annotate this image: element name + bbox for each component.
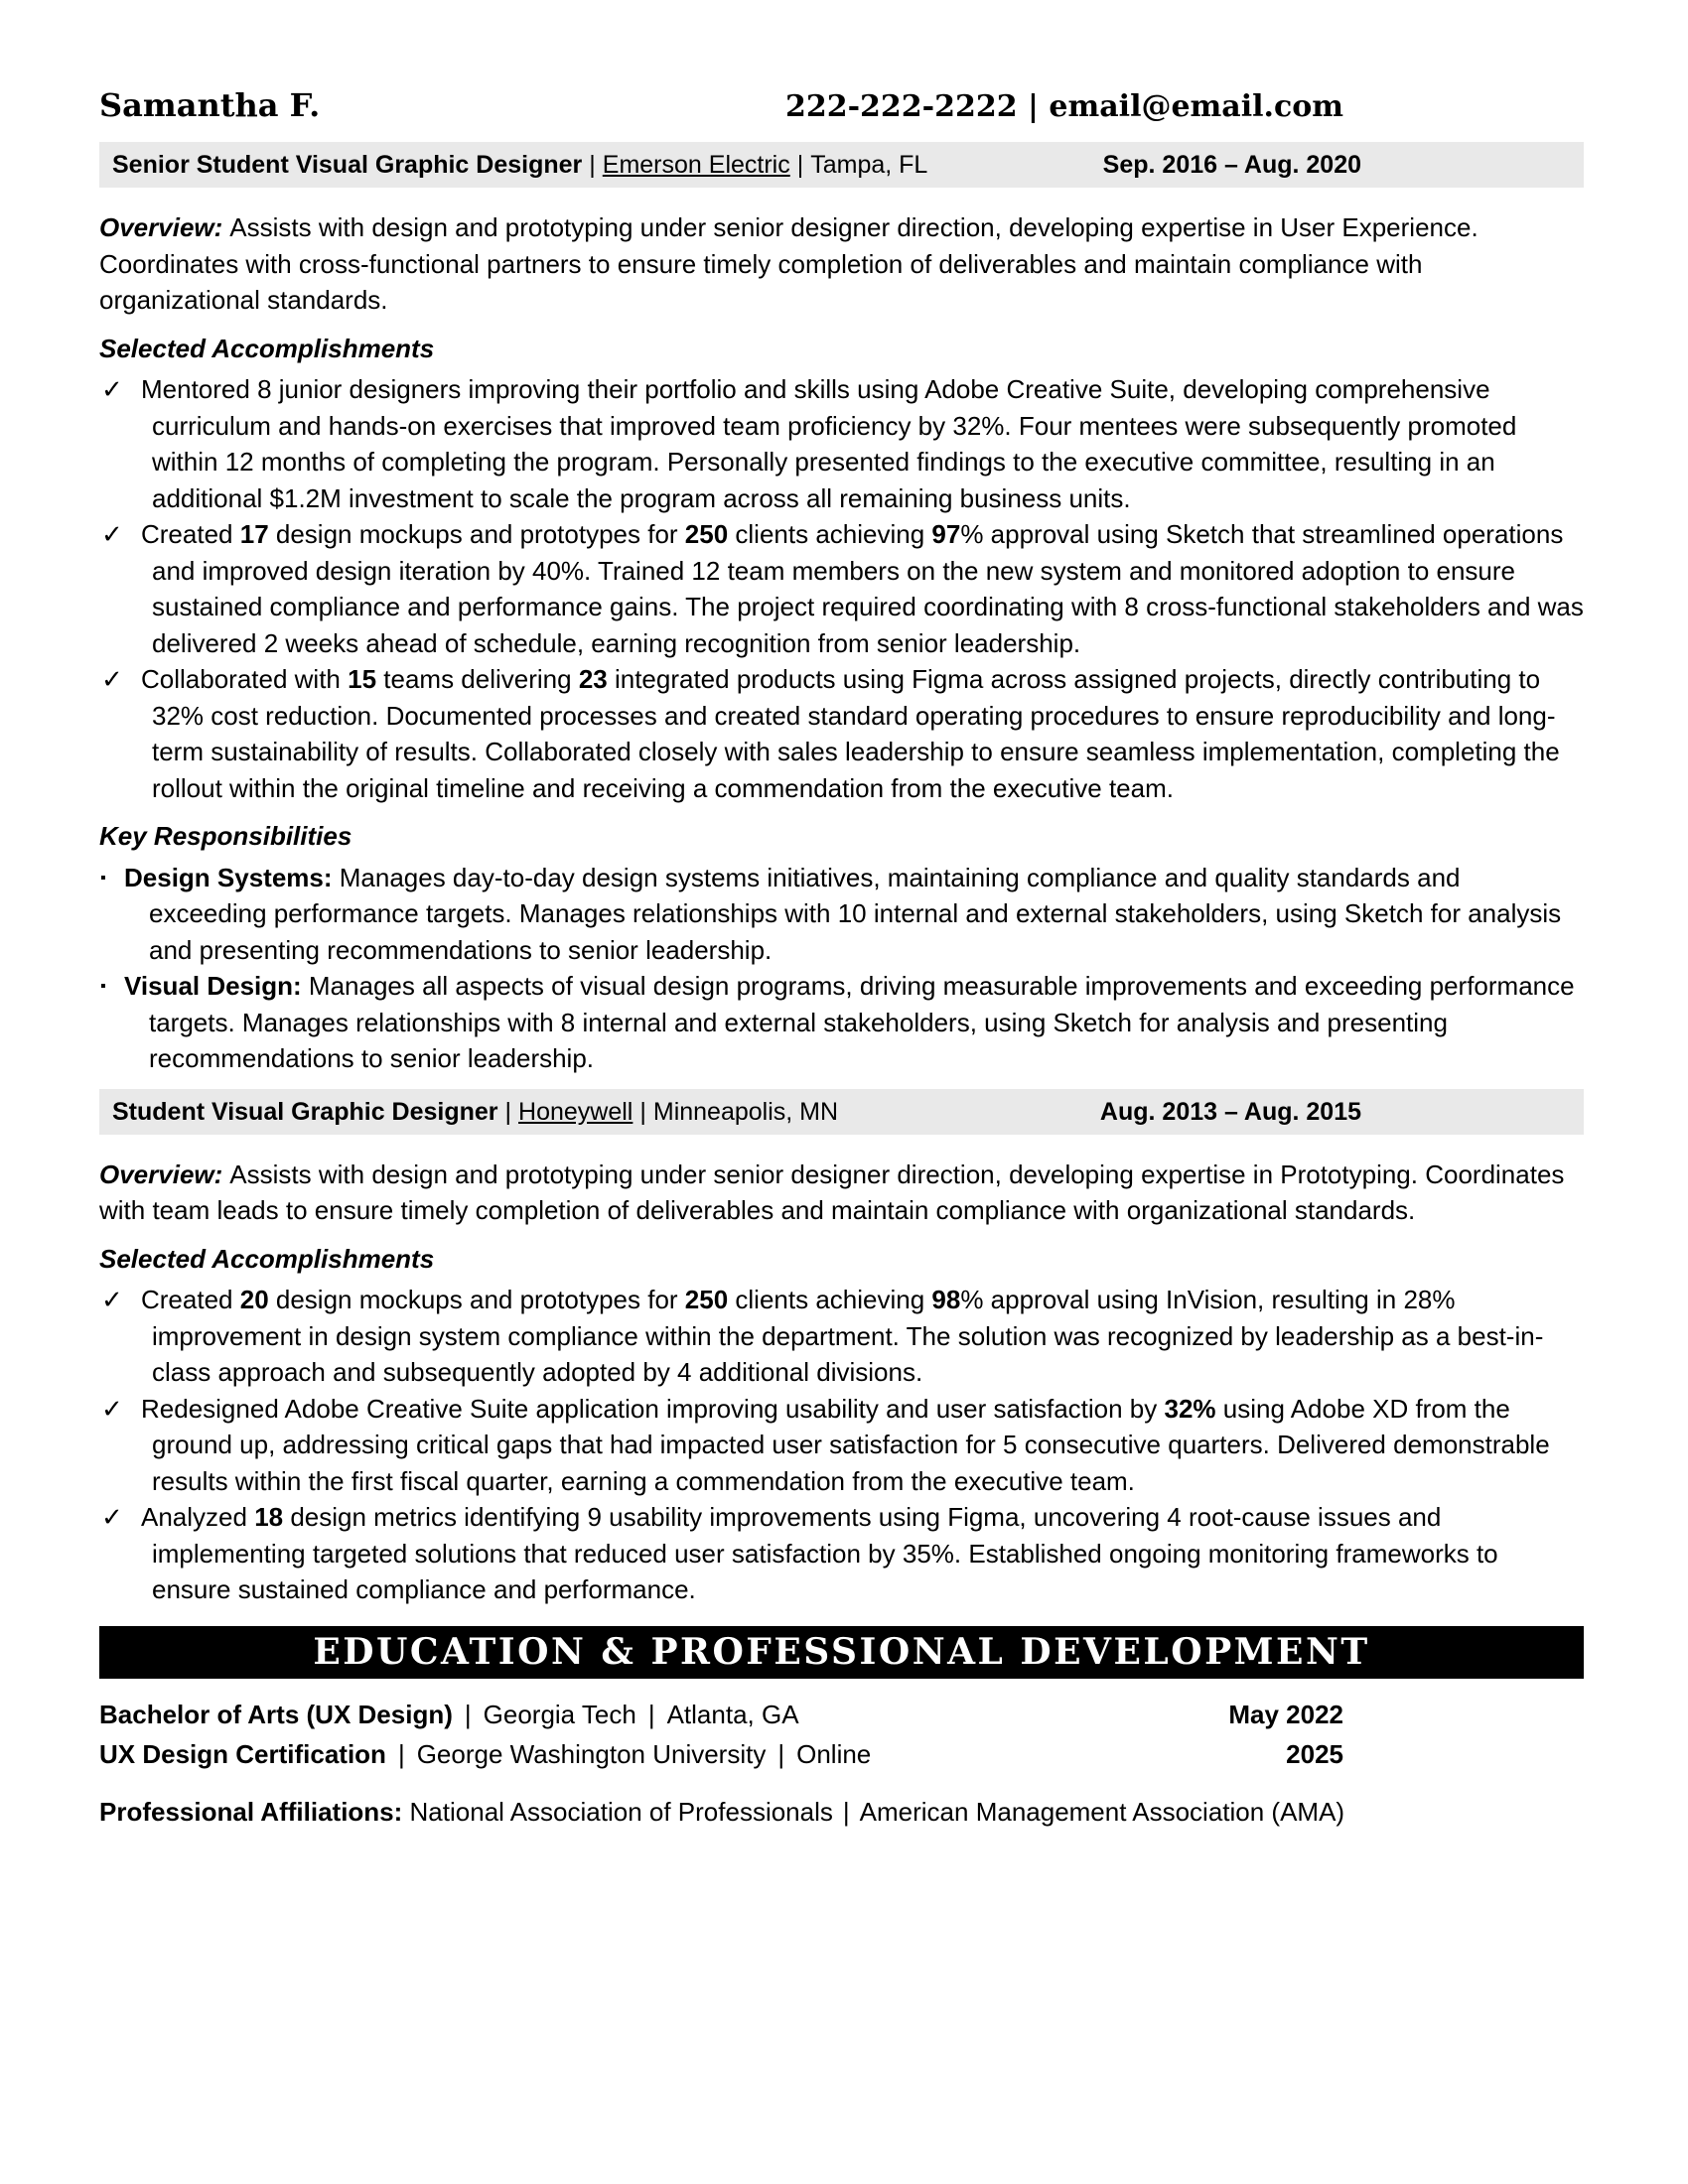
education-row-details xyxy=(99,1695,799,1734)
candidate-name: Samantha F. xyxy=(99,86,321,124)
overview-label: Overview: xyxy=(99,1159,223,1189)
job-title-line xyxy=(112,142,927,188)
accomplishment-text: Created 17 design mockups and prototypes for 250 clients achieving 97% approval using Sketch that streamlined operations and improved design iteration by 40%. Trained 12 team members on the new system and monitored adoption to ensure sustained compliance and performance gains. The project required coordinating with 8 cross-functional stakeholders and was delivered 2 weeks ahead of schedule, earning recognition from senior leadership. xyxy=(141,519,1584,658)
contact-info: 222-222-2222 | email@email.com xyxy=(784,89,1343,124)
overview-text: Assists with design and prototyping under senior designer direction, developing expertise in User Experience. Coordinates with cross-functional partners to ensure timely completion of deliverables and maintain compliance with organizational standards. xyxy=(99,212,1478,315)
responsibility-item xyxy=(99,968,1584,1077)
accomplishment-text: Created 20 design mockups and prototypes for 250 clients achieving 98% approval using InVision, resulting in 28% improvement in design system compliance within the department. The solution was recognized by leadership as a best-in-class approach and subsequently adopted by 4 additional divisions. xyxy=(141,1285,1544,1387)
overview-text: Assists with design and prototyping under senior designer direction, developing expertise in Prototyping. Coordinates with team leads to ensure timely completion of deliverables and maintain compliance with organizational standards. xyxy=(99,1159,1565,1225)
pipe-separator: | xyxy=(796,151,804,179)
affiliation: American Management Association (AMA) xyxy=(859,1796,1345,1827)
affiliation: National Association of Professionals xyxy=(409,1796,833,1827)
education-rows xyxy=(99,1695,1584,1774)
pipe-separator: | xyxy=(777,1738,785,1769)
job-section-2 xyxy=(99,1089,1584,1608)
accomplishment-text: Redesigned Adobe Creative Suite application improving usability and user satisfaction by 32% using Adobe XD from the ground up, addressing critical gaps that had impacted user satisfaction for 5 consecutive quarters. Delivered demonstrable results within the first fiscal quarter, earning a commendation from the executive team. xyxy=(141,1393,1550,1496)
accomplishment-item xyxy=(99,516,1584,661)
check-icon: ✓ xyxy=(101,1502,123,1532)
affiliations-label: Professional Affiliations: xyxy=(99,1796,403,1827)
accomplishments-heading: Selected Accomplishments xyxy=(99,1243,435,1274)
accomplishment-item xyxy=(99,1282,1584,1391)
company-link[interactable]: Emerson Electric xyxy=(602,151,790,179)
accomplishments-list xyxy=(99,371,1584,806)
header xyxy=(99,85,1584,127)
degree: UX Design Certification xyxy=(99,1738,386,1769)
job-dates: Aug. 2013 – Aug. 2015 xyxy=(1099,1097,1361,1126)
job-location: Tampa, FL xyxy=(810,151,928,179)
overview-paragraph xyxy=(99,1157,1584,1229)
accomplishments-list xyxy=(99,1282,1584,1608)
education-date: 2025 xyxy=(1286,1738,1343,1769)
job-location: Minneapolis, MN xyxy=(652,1097,839,1126)
pipe-separator: | xyxy=(504,1097,512,1126)
school-location: Atlanta, GA xyxy=(666,1699,799,1729)
square-bullet-icon: ▪ xyxy=(100,978,106,995)
responsibilities-list xyxy=(99,860,1584,1077)
job-title: Student Visual Graphic Designer xyxy=(112,1097,498,1126)
affiliations-line xyxy=(99,1794,1584,1831)
overview-paragraph xyxy=(99,209,1584,319)
responsibilities-heading: Key Responsibilities xyxy=(99,821,352,851)
job-header-bar xyxy=(99,142,1584,188)
school-location: Online xyxy=(796,1738,872,1769)
check-icon: ✓ xyxy=(101,519,123,549)
pipe-separator: | xyxy=(589,151,596,179)
responsibility-text: Design Systems: Manages day-to-day design systems initiatives, maintaining compliance and quality standards and exceeding performance targets. Manages relationships with 10 internal and external stakeholders, using Sketch for analysis and presenting recommendations to senior leadership. xyxy=(124,862,1562,965)
education-heading: EDUCATION & PROFESSIONAL DEVELOPMENT xyxy=(313,1630,1370,1673)
job-title-line xyxy=(112,1089,838,1135)
accomplishment-text: Analyzed 18 design metrics identifying 9 usability improvements using Figma, uncovering 4 root-cause issues and implementing targeted solutions that reduced user satisfaction by 35%. Established ongoing monitoring frameworks to ensure sustained compliance and performance. xyxy=(141,1502,1498,1604)
accomplishment-item xyxy=(99,1391,1584,1500)
pipe-separator: | xyxy=(842,1796,850,1827)
accomplishment-text: Collaborated with 15 teams delivering 23 integrated products using Figma across assigned projects, directly contributing to 32% cost reduction. Documented processes and created standard operating procedures to ensure reproducibility and long-term sustainability of results. Collaborated closely with sales leadership to ensure seamless implementation, completing the rollout within the original timeline and receiving a commendation from the executive team. xyxy=(141,664,1560,803)
education-row xyxy=(99,1695,1343,1734)
education-date: May 2022 xyxy=(1228,1699,1343,1729)
pipe-separator: | xyxy=(647,1699,655,1729)
company-link[interactable]: Honeywell xyxy=(518,1097,633,1126)
accomplishment-item xyxy=(99,661,1584,806)
square-bullet-icon: ▪ xyxy=(100,869,106,887)
responsibility-item xyxy=(99,860,1584,969)
school: George Washington University xyxy=(416,1738,767,1769)
education-row xyxy=(99,1734,1343,1774)
check-icon: ✓ xyxy=(101,1393,123,1424)
pipe-separator: | xyxy=(397,1738,405,1769)
check-icon: ✓ xyxy=(101,664,123,694)
check-icon: ✓ xyxy=(101,374,123,404)
accomplishment-item xyxy=(99,371,1584,516)
check-icon: ✓ xyxy=(101,1285,123,1314)
school: Georgia Tech xyxy=(483,1699,636,1729)
job-header-bar xyxy=(99,1089,1584,1135)
overview-label: Overview: xyxy=(99,212,223,242)
responsibility-text: Visual Design: Manages all aspects of visual design programs, driving measurable improvements and exceeding performance targets. Manages relationships with 8 internal and external stakeholders, using Sketch for analysis and presenting recommendations to senior leadership. xyxy=(124,971,1575,1073)
education-section xyxy=(99,1626,1584,1831)
pipe-separator: | xyxy=(464,1699,472,1729)
accomplishments-heading: Selected Accomplishments xyxy=(99,333,435,363)
education-row-details xyxy=(99,1734,871,1774)
degree: Bachelor of Arts (UX Design) xyxy=(99,1699,453,1729)
pipe-separator: | xyxy=(639,1097,646,1126)
accomplishment-text: Mentored 8 junior designers improving their portfolio and skills using Adobe Creative Suite, developing comprehensive curriculum and hands-on exercises that improved team proficiency by 32%. Four mentees were subsequently promoted within 12 months of completing the program. Personally presented findings to the executive committee, resulting in an additional $1.2M investment to scale the program across all remaining business units. xyxy=(141,374,1517,513)
education-banner xyxy=(99,1626,1584,1679)
job-dates: Sep. 2016 – Aug. 2020 xyxy=(1102,151,1361,179)
accomplishment-item xyxy=(99,1499,1584,1608)
job-title: Senior Student Visual Graphic Designer xyxy=(112,151,583,179)
job-section-1 xyxy=(99,142,1584,1077)
